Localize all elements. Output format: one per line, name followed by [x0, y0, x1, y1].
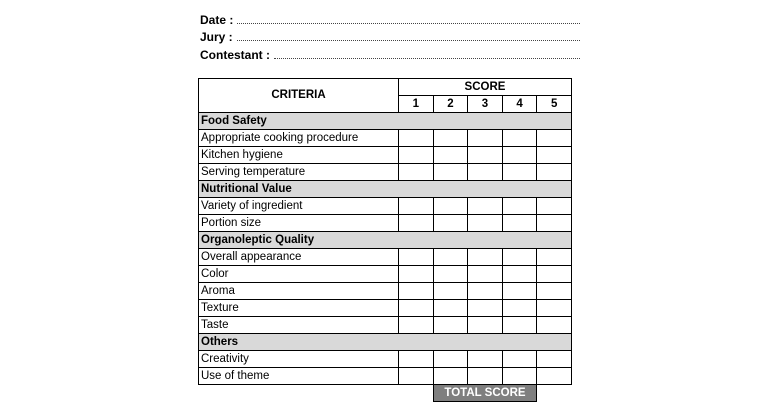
score-cell[interactable]	[399, 266, 434, 283]
score-cell[interactable]	[468, 351, 503, 368]
section-row	[199, 181, 572, 198]
total-score-label: TOTAL SCORE	[433, 385, 537, 402]
score-cell[interactable]	[537, 164, 572, 181]
score-cell[interactable]	[468, 215, 503, 232]
score-cell[interactable]	[433, 351, 468, 368]
score-column-2: 2	[433, 96, 468, 113]
section-title: Nutritional Value	[199, 181, 572, 198]
criteria-label: Taste	[199, 317, 399, 334]
section-row	[199, 334, 572, 351]
criteria-row	[199, 130, 572, 147]
score-cell[interactable]	[502, 317, 537, 334]
contestant-row	[200, 44, 580, 62]
score-cell[interactable]	[502, 130, 537, 147]
criteria-row	[199, 351, 572, 368]
score-cell[interactable]	[537, 198, 572, 215]
score-cell[interactable]	[399, 351, 434, 368]
score-cell[interactable]	[399, 164, 434, 181]
score-cell[interactable]	[537, 300, 572, 317]
score-cell[interactable]	[537, 283, 572, 300]
score-cell[interactable]	[502, 351, 537, 368]
criteria-row	[199, 198, 572, 215]
criteria-row	[199, 164, 572, 181]
score-cell[interactable]	[433, 317, 468, 334]
score-cell[interactable]	[468, 249, 503, 266]
score-column-3: 3	[468, 96, 503, 113]
score-cell[interactable]	[502, 300, 537, 317]
score-cell[interactable]	[399, 249, 434, 266]
score-cell[interactable]	[433, 283, 468, 300]
section-row	[199, 232, 572, 249]
score-cell[interactable]	[433, 215, 468, 232]
total-row	[199, 385, 572, 402]
criteria-header: CRITERIA	[199, 79, 399, 113]
score-cell[interactable]	[433, 249, 468, 266]
jury-row	[200, 27, 580, 45]
score-cell[interactable]	[537, 130, 572, 147]
score-table-body	[199, 113, 572, 385]
criteria-label: Creativity	[199, 351, 399, 368]
criteria-row	[199, 266, 572, 283]
score-cell[interactable]	[502, 266, 537, 283]
score-cell[interactable]	[502, 147, 537, 164]
score-cell[interactable]	[502, 198, 537, 215]
score-cell[interactable]	[468, 164, 503, 181]
criteria-row	[199, 249, 572, 266]
criteria-label: Color	[199, 266, 399, 283]
score-cell[interactable]	[399, 147, 434, 164]
date-row	[200, 9, 580, 27]
score-cell[interactable]	[537, 266, 572, 283]
score-cell[interactable]	[537, 317, 572, 334]
criteria-label: Kitchen hygiene	[199, 147, 399, 164]
criteria-label: Appropriate cooking procedure	[199, 130, 399, 147]
criteria-label: Use of theme	[199, 368, 399, 385]
score-cell[interactable]	[468, 147, 503, 164]
score-cell[interactable]	[502, 368, 537, 385]
score-cell[interactable]	[399, 300, 434, 317]
section-title: Food Safety	[199, 113, 572, 130]
jury-field[interactable]	[237, 40, 580, 41]
score-cell[interactable]	[468, 283, 503, 300]
score-cell[interactable]	[399, 317, 434, 334]
score-cell[interactable]	[433, 368, 468, 385]
score-cell[interactable]	[537, 249, 572, 266]
form-header	[200, 9, 580, 62]
score-cell[interactable]	[399, 368, 434, 385]
score-cell[interactable]	[537, 368, 572, 385]
score-cell[interactable]	[502, 215, 537, 232]
score-column-5: 5	[537, 96, 572, 113]
score-cell[interactable]	[433, 164, 468, 181]
score-column-1: 1	[399, 96, 434, 113]
criteria-label: Variety of ingredient	[199, 198, 399, 215]
score-cell[interactable]	[468, 368, 503, 385]
score-header: SCORE	[399, 79, 572, 96]
score-cell[interactable]	[502, 164, 537, 181]
criteria-row	[199, 215, 572, 232]
date-label: Date :	[200, 12, 234, 27]
date-field[interactable]	[237, 23, 580, 24]
criteria-label: Overall appearance	[199, 249, 399, 266]
section-title: Others	[199, 334, 572, 351]
score-cell[interactable]	[433, 198, 468, 215]
criteria-label: Aroma	[199, 283, 399, 300]
score-cell[interactable]	[433, 300, 468, 317]
score-cell[interactable]	[502, 283, 537, 300]
criteria-label: Serving temperature	[199, 164, 399, 181]
score-cell[interactable]	[537, 147, 572, 164]
score-cell[interactable]	[468, 317, 503, 334]
section-row	[199, 113, 572, 130]
score-cell[interactable]	[399, 130, 434, 147]
criteria-row	[199, 317, 572, 334]
contestant-field[interactable]	[274, 58, 580, 59]
score-cell[interactable]	[433, 130, 468, 147]
score-cell[interactable]	[537, 215, 572, 232]
score-cell[interactable]	[468, 130, 503, 147]
criteria-row	[199, 300, 572, 317]
score-cell[interactable]	[502, 249, 537, 266]
jury-label: Jury :	[200, 30, 233, 44]
score-cell[interactable]	[468, 198, 503, 215]
score-cell[interactable]	[468, 266, 503, 283]
score-cell[interactable]	[537, 351, 572, 368]
criteria-label: Texture	[199, 300, 399, 317]
section-title: Organoleptic Quality	[199, 232, 572, 249]
contestant-label: Contestant :	[200, 47, 270, 62]
score-column-4: 4	[502, 96, 537, 113]
criteria-row	[199, 283, 572, 300]
score-cell[interactable]	[433, 266, 468, 283]
criteria-row	[199, 368, 572, 385]
score-table	[198, 78, 572, 402]
criteria-row	[199, 147, 572, 164]
score-cell[interactable]	[468, 300, 503, 317]
criteria-label: Portion size	[199, 215, 399, 232]
score-cell[interactable]	[399, 198, 434, 215]
score-cell[interactable]	[399, 215, 434, 232]
score-cell[interactable]	[433, 147, 468, 164]
score-cell[interactable]	[399, 283, 434, 300]
